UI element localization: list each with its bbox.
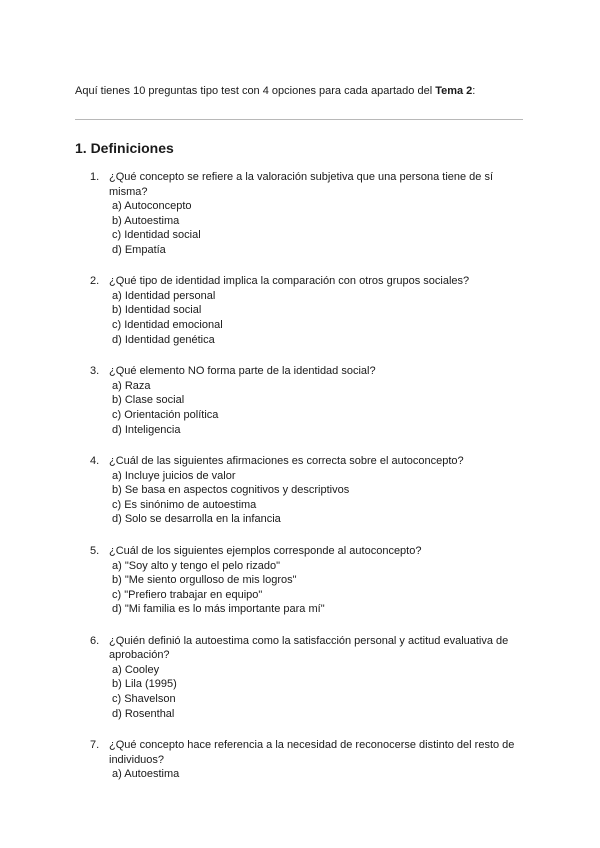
question-item — [0, 544, 600, 617]
question-number: 3. — [90, 365, 100, 378]
answer-option: a) Autoestima — [112, 768, 180, 781]
answer-option: d) Empatía — [112, 243, 166, 256]
question-list — [0, 170, 600, 799]
intro-text: Aquí tienes 10 preguntas tipo test con 4 opciones para cada apartado del — [75, 85, 436, 97]
question-number: 5. — [90, 545, 100, 557]
intro-topic: Tema 2 — [435, 85, 473, 97]
answer-option: b) Lila (1995) — [112, 678, 177, 691]
question-number: 6. — [90, 634, 100, 647]
answer-option: d) Identidad genética — [112, 333, 215, 346]
question-text: ¿Qué elemento NO forma parte de la identidad social? — [109, 365, 376, 378]
answer-option: c) Es sinónimo de autoestima — [112, 498, 257, 511]
question-text: ¿Qué concepto se refiere a la valoración subjetiva que una persona tiene de sí misma? — [109, 171, 494, 198]
answer-option: c) Identidad emocional — [112, 319, 223, 332]
answer-option: a) Autoconcepto — [112, 200, 192, 212]
question-number: 2. — [90, 275, 100, 288]
answer-option: a) Cooley — [112, 663, 160, 676]
question-text: ¿Qué concepto hace referencia a la necesidad de reconocerse distinto del resto de individuos? — [109, 739, 515, 766]
section-heading: 1. Definiciones — [75, 140, 174, 156]
answer-options — [0, 663, 600, 721]
answer-options — [0, 379, 600, 437]
answer-option: c) Orientación política — [112, 408, 219, 421]
answer-option: b) Identidad social — [112, 304, 202, 317]
answer-option: b) Se basa en aspectos cognitivos y descriptivos — [112, 484, 350, 497]
answer-option: d) "Mi familia es lo más importante para mí" — [112, 603, 325, 616]
answer-option: c) "Prefiero trabajar en equipo" — [112, 588, 263, 601]
question-item — [0, 738, 600, 782]
question-number: 4. — [90, 455, 100, 468]
question-text: ¿Cuál de las siguientes afirmaciones es correcta sobre el autoconcepto? — [109, 455, 464, 468]
horizontal-divider — [75, 119, 523, 120]
answer-option: d) Rosenthal — [112, 707, 175, 720]
answer-option: c) Identidad social — [112, 229, 201, 242]
answer-option: b) Autoestima — [112, 214, 180, 227]
question-item — [0, 364, 600, 437]
answer-options — [0, 767, 600, 782]
question-text: ¿Qué tipo de identidad implica la comparación con otros grupos sociales? — [109, 275, 470, 288]
answer-options — [0, 559, 600, 617]
answer-option: c) Shavelson — [112, 693, 176, 706]
answer-options — [0, 199, 600, 257]
question-item — [0, 454, 600, 527]
answer-option: d) Inteligencia — [112, 423, 181, 436]
answer-option: a) Identidad personal — [112, 289, 216, 302]
answer-option: a) Incluye juicios de valor — [112, 469, 236, 482]
question-number: 7. — [90, 739, 100, 752]
intro-paragraph — [75, 84, 475, 98]
question-text: ¿Quién definió la autoestima como la satisfacción personal y actitud evaluativa de aprobación? — [109, 634, 509, 662]
answer-option: b) "Me siento orgulloso de mis logros" — [112, 574, 297, 587]
question-number: 1. — [90, 171, 100, 183]
answer-option: d) Solo se desarrolla en la infancia — [112, 513, 281, 526]
answer-options — [0, 469, 600, 527]
question-item — [0, 274, 600, 347]
answer-option: b) Clase social — [112, 394, 185, 407]
answer-option: a) Raza — [112, 379, 151, 392]
answer-option: a) "Soy alto y tengo el pelo rizado" — [112, 559, 281, 572]
question-text: ¿Cuál de los siguientes ejemplos corresponde al autoconcepto? — [109, 545, 422, 557]
question-item — [0, 170, 600, 257]
answer-options — [0, 289, 600, 347]
intro-colon: : — [472, 85, 476, 97]
question-item — [0, 634, 600, 721]
